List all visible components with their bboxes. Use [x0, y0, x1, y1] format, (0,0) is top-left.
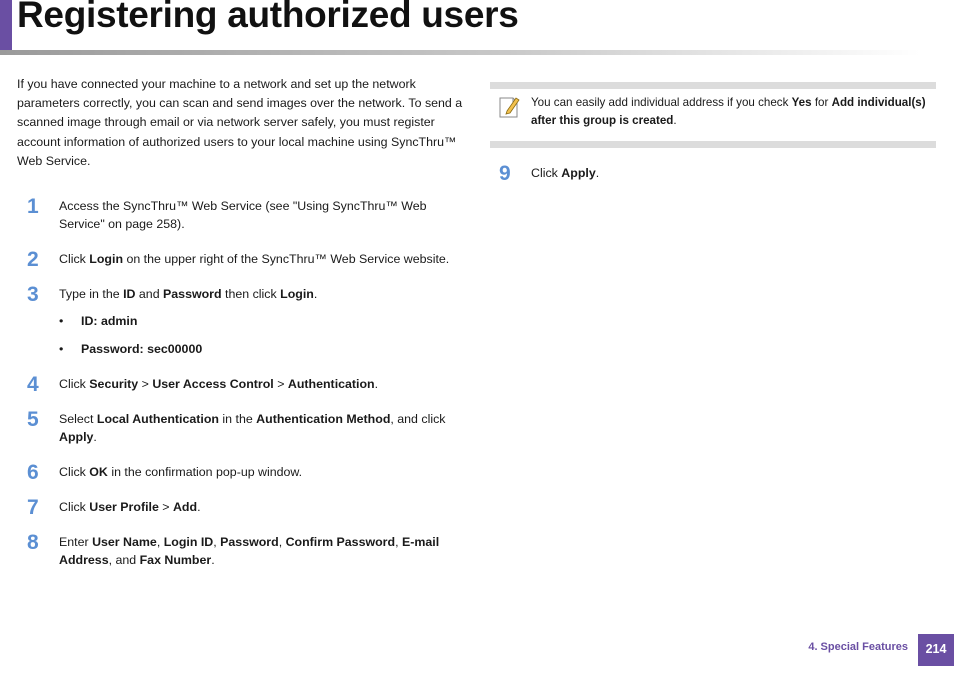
bold-term: Password: [220, 535, 279, 549]
text-run: in the confirmation pop-up window.: [107, 465, 303, 479]
step-number: 3: [27, 283, 39, 306]
step-text: [59, 410, 467, 446]
bold-term: E-mail Address: [59, 535, 440, 567]
text-run: ,: [395, 535, 402, 549]
footer-section-label: 4. Special Features: [808, 641, 908, 653]
step-number: 9: [499, 162, 511, 185]
page-title: Registering authorized users: [17, 0, 519, 35]
note-text: [531, 94, 936, 130]
text-run: .: [673, 114, 677, 127]
text-run: Click: [59, 500, 90, 514]
text-run: .: [93, 430, 97, 444]
text-run: Select: [59, 412, 97, 426]
text-run: Click: [531, 166, 562, 180]
step-text: [59, 197, 467, 233]
bold-term: Login ID: [163, 535, 214, 549]
bold-term: Security: [89, 377, 139, 391]
bold-term: Authentication: [287, 377, 375, 391]
title-underline: [0, 50, 920, 55]
text-run: and: [135, 287, 164, 301]
step-number: 5: [27, 408, 39, 431]
text-run: , and click: [390, 412, 446, 426]
step-text: [59, 463, 467, 481]
bullet-dot: •: [59, 342, 64, 356]
text-run: Enter: [59, 535, 93, 549]
step-number: 1: [27, 195, 39, 218]
bold-term: Add individual(s) after this group is created: [531, 96, 926, 127]
step-text: [59, 533, 467, 569]
text-run: ,: [278, 535, 286, 549]
page-number: 214: [918, 634, 954, 666]
step-text: [59, 250, 467, 268]
text-run: .: [313, 287, 318, 301]
text-run: .: [211, 553, 215, 567]
intro-paragraph: If you have connected your machine to a network and set up the network parameters correctly, you can scan and send images over the network. To send a scanned image through email or via network server safely, you must register account information of authorized users to your local machine using SyncThru™ Web Service.: [17, 77, 463, 168]
bullet-dot: •: [59, 314, 64, 328]
note-box: [490, 82, 936, 148]
text-run: on the upper right of the SyncThru™ Web Service website.: [123, 252, 450, 266]
text-run: .: [197, 500, 201, 514]
step-text: [59, 375, 467, 393]
bold-term: User Profile: [89, 500, 159, 514]
step-number: 4: [27, 373, 39, 396]
text-run: in the: [218, 412, 257, 426]
bold-term: Apply: [59, 430, 94, 444]
bold-term: ID: [123, 287, 136, 301]
bold-term: Add: [172, 500, 198, 514]
bold-term: Login: [280, 287, 314, 301]
bullet-password: [59, 340, 202, 358]
text-run: .: [595, 166, 600, 180]
step-text: [59, 498, 467, 516]
text-run: ,: [213, 535, 221, 549]
bold-term: Login: [89, 252, 124, 266]
bullet-text: Password: sec00000: [81, 342, 203, 356]
bold-term: Authentication Method: [256, 412, 391, 426]
bold-term: User Access Control: [152, 377, 274, 391]
step-number: 6: [27, 461, 39, 484]
title-accent-bar: [0, 0, 12, 52]
step-number: 8: [27, 531, 39, 554]
bold-term: Apply: [561, 166, 596, 180]
text-run: then click: [221, 287, 281, 301]
text-run: for: [811, 96, 832, 109]
text-run: Click: [59, 377, 90, 391]
text-run: >: [273, 377, 288, 391]
bullet-id: [59, 312, 137, 330]
text-run: Click: [59, 252, 90, 266]
text-run: >: [158, 500, 173, 514]
text-run: >: [138, 377, 153, 391]
bold-term: Confirm Password: [285, 535, 396, 549]
text-run: You can easily add individual address if you check: [531, 96, 792, 109]
bold-term: OK: [89, 465, 108, 479]
bold-term: User Name: [92, 535, 157, 549]
bold-term: Fax Number: [139, 553, 212, 567]
text-run: , and: [108, 553, 140, 567]
step-text: [531, 164, 939, 182]
bold-term: Yes: [791, 96, 812, 109]
text-run: ,: [156, 535, 164, 549]
note-pencil-icon: [498, 95, 520, 119]
step-number: 7: [27, 496, 39, 519]
text-run: .: [374, 377, 379, 391]
text-run: Access the SyncThru™ Web Service (see "Using SyncThru™ Web Service" on page 258).: [59, 199, 427, 231]
step-text: [59, 285, 467, 303]
step-number: 2: [27, 248, 39, 271]
text-run: Click: [59, 465, 90, 479]
text-run: Type in the: [59, 287, 124, 301]
bold-term: Local Authentication: [96, 412, 219, 426]
bold-term: Password: [163, 287, 222, 301]
bullet-text: ID: admin: [81, 314, 138, 328]
